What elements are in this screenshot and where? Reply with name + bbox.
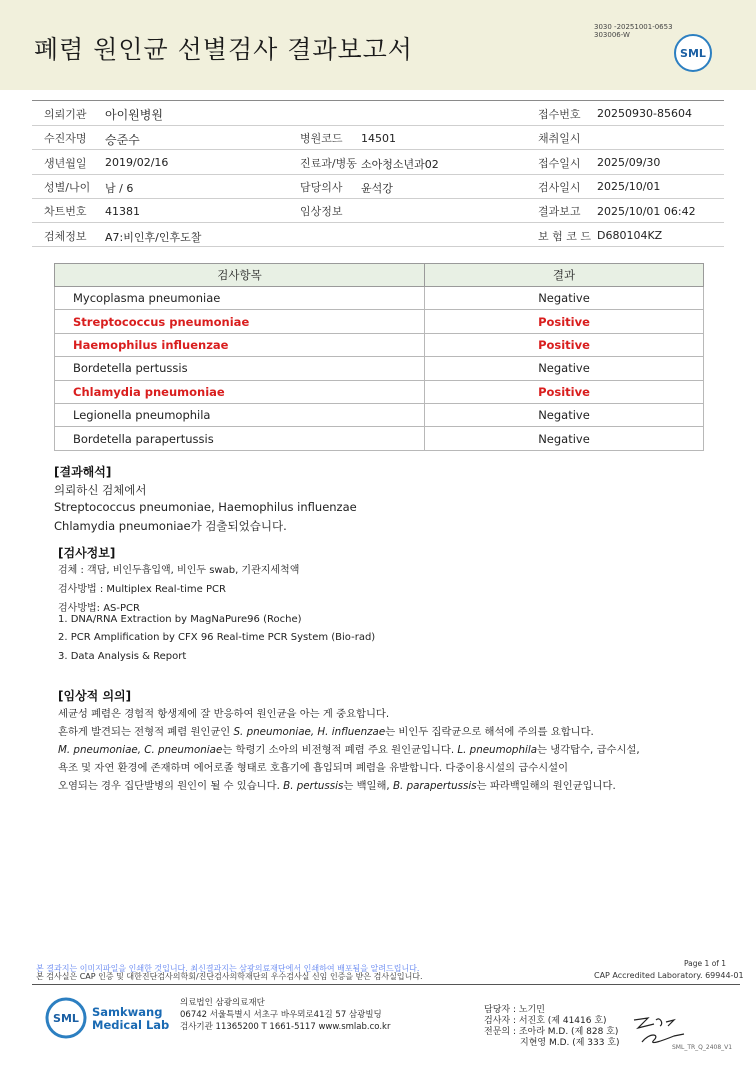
table-row [55,287,704,310]
test-info-line: 검사방법: AS-PCR [58,603,140,614]
sml-logo [674,34,712,72]
info-rule [32,198,724,199]
department-value: 소아청소년과02 [361,158,439,171]
table-row [55,310,704,333]
info-rule [32,149,724,150]
info-top-rule [32,100,724,101]
test-info-line: 1. DNA/RNA Extraction by MagNaPure96 (Roche) [58,614,302,625]
table-row [55,333,704,356]
org-name: Samkwang Medical Lab [92,1005,170,1032]
doctor-label: 담당의사 [300,181,343,194]
info-rule [32,125,724,126]
test-info-title: [검사정보] [58,546,116,560]
test-item: Mycoplasma pneumoniae [55,287,425,310]
info-rule [32,222,724,223]
svg-text:SML: SML [53,1012,79,1025]
test-info-line: 2. PCR Amplification by CFX 96 Real-time PCR System (Bio-rad) [58,632,376,643]
patient-value: 승준수 [105,133,140,147]
test-result: Negative [425,427,704,450]
address-line: 06742 서울특별시 서초구 바우뫼로41길 57 삼광빌딩 [180,1010,382,1020]
clinical-line: 욕조 및 자연 환경에 존재하며 에어로졸 형태로 호흡기에 흡입되며 폐렴을 유발합니다. 다중이용시설의 급수시설이 [58,762,569,774]
col-item-header: 검사항목 [55,264,425,287]
signature-line: 검사자 : 서진호 (제 41416 호) [484,1016,607,1026]
cap-notice: 본 검사실은 CAP 인증 및 대한진단검사의학회/진단검사의학재단의 우수검사실 신임 인증을 받은 검사실입니다. [36,972,423,981]
cap-number: CAP Accredited Laboratory. 69944-01 [594,971,744,980]
test-info-line: 검사방법 : Multiplex Real-time PCR [58,584,226,595]
clinical-line: 오염되는 경우 집단발병의 원인이 될 수 있습니다. B. pertussis는 백일해, B. parapertussis는 파라백일해의 원인균입니다. [58,780,616,792]
clinical-line: 흔하게 발견되는 전형적 폐렴 원인균인 S. pneumoniae, H. influenzae는 비인두 집락균으로 해석에 주의를 요합니다. [58,726,594,738]
sex-age-value: 남 / 6 [105,182,134,195]
table-row [55,357,704,380]
test-info-line: 검체 : 객담, 비인두흡입액, 비인두 swab, 기관지세척액 [58,565,300,576]
test-item: Bordetella pertussis [55,357,425,380]
test-result: Positive [425,310,704,333]
result-table [54,263,704,451]
signature-line: 담당자 : 노기민 [484,1005,545,1015]
report-code-2: 303006-W [594,31,630,39]
institution-value: 아이원병원 [105,108,163,122]
page-number: Page 1 of 1 [684,959,727,968]
sml-logo-text: SML [680,47,706,60]
samkwang-logo-icon [44,996,88,1040]
test-result: Positive [425,380,704,403]
report-code-1: 3030 -20251001-0653 [594,23,673,31]
interpretation-line: 의뢰하신 검체에서 [54,483,147,497]
interpretation-line: Chlamydia pneumoniae가 검출되었습니다. [54,519,287,533]
chart-no-value: 41381 [105,205,140,218]
test-result: Positive [425,333,704,356]
table-row [55,403,704,426]
interpretation-line: Streptococcus pneumoniae, Haemophilus influenzae [54,500,357,514]
receipt-no-value: 20250930-85604 [597,107,692,120]
hospital-code-value: 14501 [361,132,396,145]
clinical-line: M. pneumoniae, C. pneumoniae는 학령기 소아의 비전형적 폐렴 주요 원인균입니다. L. pneumophila는 냉각탑수, 급수시설, [58,744,640,756]
hospital-code-label: 병원코드 [300,132,343,145]
interpretation-title: [결과해석] [54,465,112,479]
clinical-line: 세균성 폐렴은 경험적 항생제에 잘 반응하여 원인균을 아는 게 중요합니다. [58,708,390,720]
address-line: 의료법인 삼광의료재단 [180,998,265,1008]
institution-label: 의뢰기관 [44,108,87,121]
patient-label: 수진자명 [44,132,87,145]
received-value: 2025/09/30 [597,156,661,169]
collection-date-label: 채취일시 [538,132,581,145]
test-item: Legionella pneumophila [55,403,425,426]
birth-label: 생년월일 [44,157,87,170]
test-result: Negative [425,357,704,380]
signature-line: 지현영 M.D. (제 333 호) [520,1038,620,1048]
table-header-row [55,264,704,287]
reported-value: 2025/10/01 06:42 [597,205,696,218]
insurance-value: D680104KZ [597,229,663,242]
test-info-line: 3. Data Analysis & Report [58,651,187,662]
chart-no-label: 차트번호 [44,205,87,218]
tested-value: 2025/10/01 [597,180,661,193]
clinical-title: [임상적 의의] [58,689,132,703]
test-item: Streptococcus pneumoniae [55,310,425,333]
test-result: Negative [425,287,704,310]
received-label: 접수일시 [538,157,581,170]
info-rule [32,174,724,175]
table-row [55,427,704,450]
print-notice: 본 결과지는 이미지파일을 인쇄한 것입니다. 최신결과지는 삼광의료재단에서 인쇄하여 배포됨을 알려드립니다. [36,964,420,973]
specimen-value: A7:비인후/인후도찰 [105,231,202,244]
tested-label: 검사일시 [538,181,581,194]
table-row [55,380,704,403]
col-result-header: 결과 [425,264,704,287]
page-title: 폐렴 원인균 선별검사 결과보고서 [34,35,413,64]
insurance-label: 보 험 코 드 [538,230,591,243]
form-code: SML_TR_Q_2408_V1 [672,1044,733,1051]
specimen-label: 검체정보 [44,230,87,243]
test-item: Haemophilus influenzae [55,333,425,356]
footer-rule [32,984,740,985]
info-bottom-rule [32,246,724,247]
receipt-no-label: 접수번호 [538,108,581,121]
test-item: Chlamydia pneumoniae [55,380,425,403]
reported-label: 결과보고 [538,205,581,218]
sex-age-label: 성별/나이 [44,181,91,194]
department-label: 진료과/병동 [300,157,357,170]
test-result: Negative [425,403,704,426]
test-item: Bordetella parapertussis [55,427,425,450]
clinical-info-label: 임상정보 [300,205,343,218]
doctor-value: 윤석강 [361,182,393,195]
birth-value: 2019/02/16 [105,156,169,169]
signature-line: 전문의 : 조아라 M.D. (제 828 호) [484,1027,619,1037]
address-line: 검사기관 11365200 T 1661-5117 www.smlab.co.kr [180,1022,391,1032]
